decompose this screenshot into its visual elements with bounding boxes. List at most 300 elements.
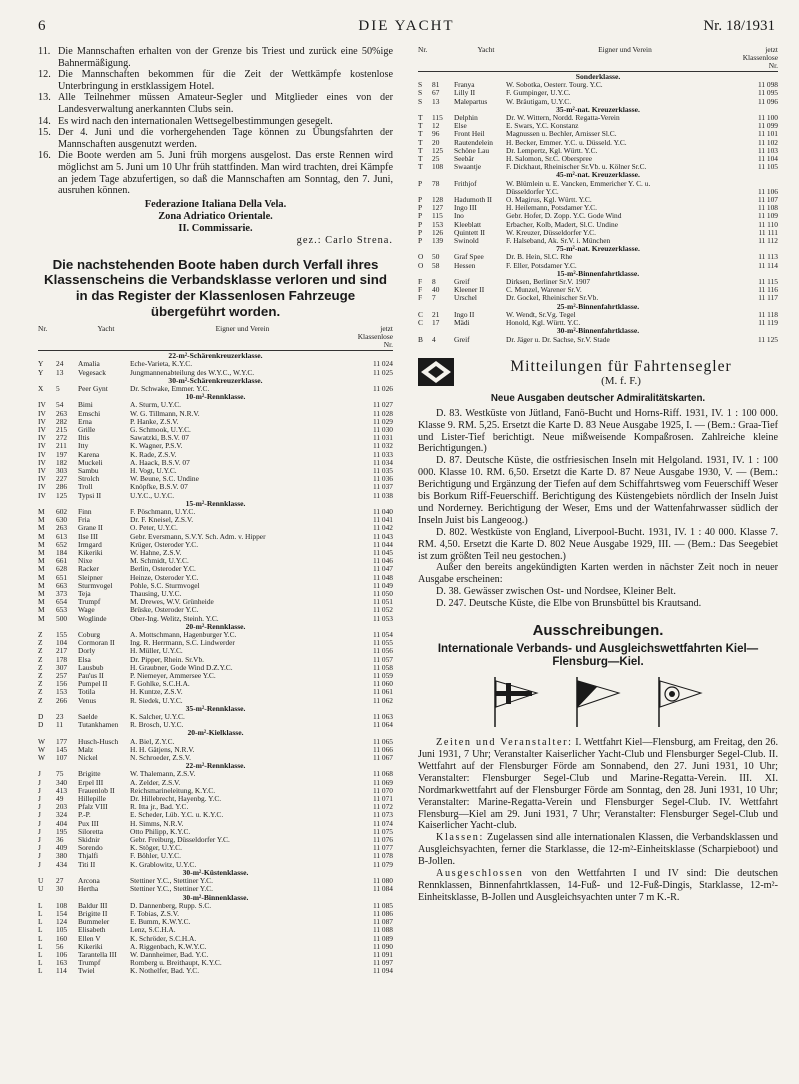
sail-letter: IV — [38, 491, 46, 500]
sail-letter: IV — [38, 458, 46, 467]
boat-row — [38, 779, 393, 787]
sail-letter: O — [418, 253, 424, 262]
yacht-name: Teja — [78, 589, 91, 598]
sail-number: 139 — [432, 237, 444, 246]
new-number: 11 108 — [757, 204, 778, 213]
boat-row — [38, 475, 393, 483]
new-number: 11 116 — [758, 286, 778, 295]
yacht-name: Brigitte II — [78, 909, 108, 918]
owner-club: D. Dannenberg, Rupp. S.C. — [130, 901, 212, 910]
yacht-name: Greif — [454, 278, 470, 287]
boat-row — [38, 828, 393, 836]
sail-letter: L — [38, 950, 43, 959]
signature-line-2: Zona Adriatico Orientale. — [158, 210, 273, 222]
yacht-name: Erpel III — [78, 778, 104, 787]
owner-club: Ober-Ing. Welitz, Steinh. Y.C. — [130, 614, 219, 623]
new-number: 11 063 — [372, 713, 393, 722]
new-number: 11 043 — [372, 532, 393, 541]
boat-row — [38, 606, 393, 614]
sail-letter: J — [38, 827, 41, 836]
sail-letter: T — [418, 130, 423, 139]
new-number: 11 109 — [757, 212, 778, 221]
yacht-name: Front Heil — [454, 130, 485, 139]
new-number: 11 061 — [372, 688, 393, 697]
boat-row — [418, 278, 778, 286]
new-number: 11 074 — [372, 819, 393, 828]
yacht-name: Fria — [78, 516, 90, 525]
owner-club: K. Salcher, U.Y.C. — [130, 713, 185, 722]
sail-number: 12 — [432, 122, 440, 131]
excluded-text: von den Wettfahrten I und IV sind: Die deutschen Rennklassen, Binnenfahrtklassen, 14-Fuß- und 12-Fuß-Dingis, Starklasse, 12-m²-Einheitsklasse, B-Jollen und Ausgleichsyachten unter 7 m K.-R. — [418, 868, 778, 903]
rule-item — [38, 116, 393, 128]
yacht-name: Delphin — [454, 114, 478, 123]
sail-letter: L — [38, 934, 43, 943]
sail-number: 182 — [56, 458, 68, 467]
rule-number: 13. — [38, 92, 51, 104]
sail-letter: Z — [38, 680, 43, 689]
rule-number: 15. — [38, 127, 51, 139]
new-number: 11 090 — [372, 942, 393, 951]
boat-row — [38, 680, 393, 688]
diagonal-flag-icon — [575, 677, 621, 727]
boat-row — [38, 516, 393, 524]
new-number: 11 058 — [372, 663, 393, 672]
left-table-header — [38, 325, 393, 351]
owner-club: K. Nothelfer, Bad. Y.C. — [130, 967, 200, 976]
mff-subtitle: (M. f. F.) — [601, 374, 641, 387]
new-number: 11 080 — [372, 877, 393, 886]
new-number — [742, 180, 778, 188]
yacht-name: Titi II — [78, 860, 96, 869]
excluded-paragraph — [418, 868, 778, 904]
owner-club: K. Schröder, S.C.H.A. — [130, 934, 197, 943]
sail-number: 67 — [432, 89, 440, 98]
new-number: 11 112 — [758, 237, 778, 246]
owner-club: C. Munzel, Warener Sr.V. — [506, 286, 582, 295]
boat-row — [418, 229, 778, 237]
yacht-name: Dorly — [78, 647, 96, 656]
new-number: 11 040 — [372, 507, 393, 516]
yacht-name: Tarantella III — [78, 950, 117, 959]
sail-letter: IV — [38, 475, 46, 484]
sail-letter: Z — [38, 672, 43, 681]
sail-number: 340 — [56, 778, 68, 787]
boat-row — [38, 451, 393, 459]
club-flags — [418, 677, 778, 727]
new-number: 11 029 — [372, 417, 393, 426]
sail-number: 115 — [432, 212, 443, 221]
new-number: 11 088 — [372, 926, 393, 935]
boat-row — [38, 770, 393, 778]
new-number: 11 068 — [372, 770, 393, 779]
sail-number: 96 — [432, 130, 440, 139]
right-boat-table — [418, 73, 778, 344]
cross-flag-icon — [493, 677, 539, 727]
sail-number: 124 — [56, 918, 68, 927]
dates-and-organizers — [418, 737, 778, 832]
sail-number: 653 — [56, 606, 68, 615]
owner-club: W. Wendt, Sr.Vg. Tegel — [506, 310, 576, 319]
rule-item — [38, 46, 393, 69]
sail-number: 11 — [56, 721, 64, 730]
owner-club: Pohle, S.C. Sturmvogel — [130, 581, 200, 590]
classes-text: Zugelassen sind alle internationalen Klassen, die Verbandsklassen und Ausgleichsyachten, ferner die Starklasse, die 12-m²-Einheitsklasse (Scharpieboot) und B-Jollen. — [418, 832, 778, 868]
rule-text: Die Mannschaften erhalten von der Grenze bis Triest und zurück eine 50%ige Bahnermäßigung. — [58, 46, 393, 69]
boat-row — [38, 656, 393, 664]
class-heading: 15-m²-Binnenfahrtklasse. — [556, 268, 640, 278]
new-number: 11 072 — [372, 803, 393, 812]
boat-row — [38, 574, 393, 582]
owner-club: Brüske, Osteroder Y.C. — [130, 606, 199, 615]
sail-number: 404 — [56, 819, 68, 828]
sail-letter: M — [38, 516, 45, 525]
sail-number: 25 — [432, 155, 440, 164]
sail-number: 24 — [56, 360, 64, 369]
boat-row — [38, 590, 393, 598]
sail-number: 282 — [56, 417, 68, 426]
yacht-name: Frauenlob II — [78, 786, 115, 795]
sail-letter: M — [38, 548, 45, 557]
yacht-name: Trumpf — [78, 598, 101, 607]
sail-letter: IV — [38, 401, 46, 410]
owner-club: H. Graubner, Gode Wind D.Z.Y.C. — [130, 663, 233, 672]
boat-row — [38, 852, 393, 860]
sail-letter — [418, 188, 432, 196]
owner-club: O. Magirus, Kgl. Württ. Y.C. — [506, 196, 592, 205]
yacht-name: Cormoran II — [78, 639, 115, 648]
sail-number: 128 — [432, 196, 444, 205]
boat-row — [38, 926, 393, 934]
yacht-name: Pau'us II — [78, 672, 104, 681]
regatta-subtitle: Internationale Verbands- und Ausgleichswettfahrten Kiel—Flensburg—Kiel. — [437, 643, 759, 669]
sail-number: 50 — [432, 253, 440, 262]
sail-number: 373 — [56, 589, 68, 598]
col-new-number: jetzt Klassenlose Nr. — [742, 45, 778, 70]
new-number: 11 091 — [372, 950, 393, 959]
sail-number: 125 — [56, 491, 68, 500]
rule-text: Die Boote werden am 5. Juni früh morgens ausgelost. Das erste Rennen wird möglichst am 5. Juni um 10 Uhr früh stattfinden. Man wird trachten, drei Kämpfe an jedem Tage abzufertigen, so daß die Mannschaften am Sonntag, den 7. Juni, ausruhen können. — [58, 150, 393, 197]
class-heading: 20-m²-Kielklasse. — [187, 728, 244, 738]
boat-row — [38, 910, 393, 918]
yacht-name: Mädi — [454, 319, 470, 328]
rule-number: 14. — [38, 115, 51, 127]
sail-number: 628 — [56, 565, 68, 574]
new-number: 11 055 — [372, 639, 393, 648]
rule-text: Der 4. Juni und die vorhergehenden Tage können zu Übungsfahrten der Mannschaften ausgenutzt werden. — [58, 127, 393, 150]
boat-row — [38, 541, 393, 549]
sail-number: 263 — [56, 524, 68, 533]
yacht-name: Lausbub — [78, 663, 104, 672]
sail-number: 108 — [432, 163, 444, 172]
sail-number: 58 — [432, 261, 440, 270]
owner-club: F. Gohlke, S.C.H.A. — [130, 680, 190, 689]
yacht-name: Itty — [78, 442, 89, 451]
owner-club: F. Halseband, Ak. Sr.V. i. München — [506, 237, 611, 246]
yacht-name: Skidnir — [78, 836, 100, 845]
boat-row — [418, 221, 778, 229]
new-number: 11 064 — [372, 721, 393, 730]
sail-number: 13 — [56, 368, 64, 377]
new-number: 11 085 — [372, 901, 393, 910]
yacht-name: Thjalfi — [78, 852, 99, 861]
sail-letter: T — [418, 114, 423, 123]
owner-club: Berlin, Osteroder Y.C. — [130, 565, 196, 574]
owner-club: K. Rade, Z.S.V. — [130, 450, 177, 459]
boat-row — [38, 631, 393, 639]
sail-number: 500 — [56, 614, 68, 623]
sail-number: 104 — [56, 639, 68, 648]
sail-number: 20 — [432, 138, 440, 147]
owner-club: Reichsmarineleitung, K.Y.C. — [130, 786, 216, 795]
owner-club: Dr. Schwake, Emmer. Y.C. — [130, 384, 210, 393]
new-number: 11 028 — [372, 409, 393, 418]
boat-row — [38, 401, 393, 409]
yacht-name: Sambu — [78, 466, 99, 475]
sail-letter: Z — [38, 688, 43, 697]
owner-club: Dr. Pipper, Rhein. Sr.Vb. — [130, 655, 205, 664]
yacht-name: Urschel — [454, 294, 477, 303]
new-number: 11 105 — [757, 163, 778, 172]
owner-club: Düsseldorfer Y.C. — [506, 187, 559, 196]
sail-number: 8 — [432, 278, 436, 287]
owner-club: M. Drewes, W.V. Grünheide — [130, 598, 214, 607]
yacht-name: Greif — [454, 335, 470, 344]
sail-letter: P — [418, 228, 423, 237]
yacht-name: Pumpel II — [78, 680, 108, 689]
sail-number: 195 — [56, 827, 68, 836]
sail-letter: O — [418, 261, 424, 270]
owner-club: A. Biel, Z.Y.C. — [130, 737, 175, 746]
sail-letter: Y — [38, 368, 44, 377]
sail-letter: J — [38, 770, 41, 779]
new-number: 11 042 — [372, 524, 393, 533]
rule-item — [38, 92, 393, 115]
sail-number: 434 — [56, 860, 68, 869]
pennant-flag-icon — [418, 358, 454, 386]
new-number: 11 047 — [372, 565, 393, 574]
boat-row — [38, 442, 393, 450]
owner-club: Dr. Jäger u. Dr. Sachse, Sr.V. Stade — [506, 335, 610, 344]
owner-club: Lenz, S.C.H.A. — [130, 926, 176, 935]
boat-row — [418, 286, 778, 294]
yacht-name: Wage — [78, 606, 95, 615]
owner-club: K. Wagner, P.S.V. — [130, 442, 183, 451]
boat-row — [38, 820, 393, 828]
sail-number: 303 — [56, 466, 68, 475]
sail-letter: P — [418, 212, 423, 221]
sail-number — [432, 188, 454, 196]
rule-item — [38, 127, 393, 150]
boat-row — [38, 746, 393, 754]
sail-letter: J — [38, 819, 41, 828]
lead-classes: Klassen: — [436, 832, 484, 844]
sail-number: 13 — [432, 97, 440, 106]
sail-number: 4 — [432, 335, 436, 344]
yacht-name: Swinold — [454, 237, 479, 246]
yacht-name: Irmgard — [78, 540, 102, 549]
new-number: 11 032 — [372, 442, 393, 451]
sail-letter: P — [418, 179, 423, 188]
sail-number: 153 — [432, 220, 444, 229]
sail-number: 661 — [56, 557, 68, 566]
owner-club: H. Heilemann, Potsdamer Y.C. — [506, 204, 597, 213]
boat-row — [38, 549, 393, 557]
sail-number: 272 — [56, 434, 68, 443]
boat-row — [38, 672, 393, 680]
yacht-name: Emschi — [78, 409, 101, 418]
yacht-name: Baldur III — [78, 901, 108, 910]
sail-letter: B — [418, 335, 423, 344]
new-number: 11 049 — [372, 581, 393, 590]
sail-letter: Y — [38, 360, 44, 369]
yacht-name: Sturmvogel — [78, 581, 113, 590]
class-heading: 30-m²-Schärenkreuzerklasse. — [168, 375, 263, 385]
register-heading: Die nachstehenden Boote haben durch Verfall ihres Klassenscheins die Verbandsklasse verloren und sind in das Register der Klassenlosen Fahrzeuge übergeführt worden. — [44, 256, 387, 319]
lead-dates: Zeiten und Veranstalter: — [436, 737, 573, 749]
left-column — [38, 46, 393, 976]
boat-row — [38, 877, 393, 885]
rule-text: Es wird nach den internationalen Wettsegelbestimmungen gesegelt. — [58, 115, 333, 127]
col-owner: Eigner und Verein — [598, 45, 652, 54]
col-owner: Eigner und Verein — [215, 324, 270, 334]
owner-club: Honold, Kgl. Württ. Y.C. — [506, 319, 581, 328]
yacht-name: Nixe — [78, 557, 93, 566]
signature-block — [38, 199, 393, 247]
owner-club: Dirksen, Berliner Sr.V. 1907 — [506, 278, 591, 287]
sail-number: 156 — [56, 680, 68, 689]
owner-club: R. Siedek, U.Y.C. — [130, 696, 183, 705]
yacht-name: Malz — [78, 745, 94, 754]
new-number: 11 060 — [372, 680, 393, 689]
boat-row — [418, 155, 778, 163]
owner-club: A. Haack, B.S.V. 07 — [130, 458, 190, 467]
sail-letter: Z — [38, 647, 43, 656]
sail-letter: J — [38, 860, 41, 869]
new-number: 11 057 — [372, 655, 393, 664]
yacht-name: Muckeli — [78, 458, 103, 467]
yacht-name: P.-P. — [78, 811, 91, 820]
class-heading: 35-m²-nat. Kreuzerklasse. — [556, 104, 640, 114]
new-number: 11 117 — [758, 294, 778, 303]
sail-letter: Z — [38, 696, 43, 705]
new-number: 11 024 — [372, 360, 393, 369]
yacht-name: Troll — [78, 483, 93, 492]
yacht-name: Kleeblatt — [454, 220, 482, 229]
owner-club: F. Böhler, U.Y.C. — [130, 852, 181, 861]
sail-number: 17 — [432, 319, 440, 328]
yacht-name: Peer Gynt — [78, 384, 108, 393]
boat-row — [38, 565, 393, 573]
yacht-name: Ilse III — [78, 532, 98, 541]
owner-club: W. Bräutigam, U.Y.C. — [506, 97, 572, 106]
new-number: 11 097 — [372, 959, 393, 968]
boat-row — [418, 253, 778, 261]
yacht-name: Totila — [78, 688, 96, 697]
owner-club: F. Tobias, Z.S.V. — [130, 909, 179, 918]
sail-letter: L — [38, 918, 43, 927]
boat-row — [38, 836, 393, 844]
sail-number: 380 — [56, 852, 68, 861]
sail-number: 54 — [56, 401, 64, 410]
boat-row — [38, 557, 393, 565]
yacht-name: Twiel — [78, 967, 95, 976]
sail-number: 324 — [56, 811, 68, 820]
boat-row — [38, 688, 393, 696]
owner-club: Dr. Hillebrecht, Hayenbg. Y.C. — [130, 795, 222, 804]
yacht-name: Coburg — [78, 631, 101, 639]
new-number: 11 075 — [372, 827, 393, 836]
boat-row — [38, 533, 393, 541]
sail-letter: IV — [38, 442, 46, 451]
yacht-name: Hadumoth II — [454, 196, 492, 205]
yacht-name: Kikeriki — [78, 548, 103, 557]
new-number: 11 101 — [757, 130, 778, 139]
new-number: 11 046 — [372, 557, 393, 566]
sail-letter: Z — [38, 655, 43, 664]
sail-letter: J — [38, 811, 41, 820]
boat-row — [38, 738, 393, 746]
sail-number: 227 — [56, 475, 68, 484]
chart-d87: D. 87. Deutsche Küste, die ostfriesischen Inseln mit Helgoland. 1931, IV. 1 : 100 000. Klasse 10. RM. 6,50. Ersetzt die Karte D. 87 Neue Ausgabe 1930, V. — (Bem.: Berichtigung und Ergänzung der Tiefen auf dem Schiffahrtsweg vom Feuerschiff Weser bis Borkum Riff-Feuerschiff. Berichtigung des Küstengebiets nördlich der Inseln Juist und Norderney. Berichtigung der Weser, Ems und der Wattenfahrwasser südlich der Inseln Juist bis Langeoog.) — [418, 455, 778, 526]
new-number: 11 099 — [757, 122, 778, 131]
sail-number: 105 — [56, 926, 68, 935]
sail-letter: IV — [38, 483, 46, 492]
new-number: 11 111 — [758, 228, 778, 237]
sail-number: 81 — [432, 81, 440, 90]
signature-name: gez.: Carlo Strena. — [296, 234, 393, 246]
owner-club: Gebr. Eversmann, S.V.Y. Sch. Adm. v. Hipper — [130, 532, 266, 541]
sail-letter: P — [418, 204, 423, 213]
owner-club: R. Itta jr., Bad. Y.C. — [130, 803, 189, 812]
sail-letter: IV — [38, 425, 46, 434]
new-number: 11 026 — [372, 384, 393, 393]
owner-club: K. Grablowitz, U.Y.C. — [130, 860, 197, 869]
sail-letter: W — [38, 754, 45, 763]
class-heading: 30-m²-Küstenklasse. — [182, 867, 249, 877]
new-number: 11 106 — [757, 187, 778, 196]
sail-letter: P — [418, 237, 423, 246]
sail-letter: L — [38, 909, 43, 918]
boat-row — [418, 196, 778, 204]
sail-letter: Z — [38, 663, 43, 672]
yacht-name: Sleipner — [78, 573, 103, 582]
issue-number: Nr. 18/1931 — [703, 18, 775, 34]
yacht-name: Strolch — [78, 475, 100, 484]
owner-club: Sawatzki, B.S.V. 07 — [130, 434, 189, 443]
sail-letter: L — [38, 901, 43, 910]
sail-number: 654 — [56, 598, 68, 607]
owner-club: Erbacher, Kolb, Madert, Sl.C. Undine — [506, 220, 618, 229]
new-number: 11 103 — [757, 146, 778, 155]
owner-club: Ing. R. Herrmann, S.C. Lindwerder — [130, 639, 235, 648]
boat-row — [418, 212, 778, 220]
yacht-name: Ellen V — [78, 934, 101, 943]
yacht-name: Frithjof — [454, 179, 477, 188]
sail-letter: M — [38, 573, 45, 582]
sail-number: 155 — [56, 631, 68, 639]
class-heading: 22-m²-Rennklasse. — [185, 761, 246, 771]
new-number: 11 071 — [372, 795, 393, 804]
new-number: 11 077 — [372, 844, 393, 853]
sail-number: 211 — [56, 442, 67, 451]
rule-text: Alle Teilnehmer müssen Amateur-Segler und Mitglieder eines von der Landesverwaltung anerkannten Clubs sein. — [58, 92, 393, 115]
yacht-name: Tutankhamen — [78, 721, 119, 730]
new-number: 11 095 — [757, 89, 778, 98]
sail-letter: S — [418, 97, 423, 106]
boat-row — [418, 180, 778, 188]
sail-number: 23 — [56, 713, 64, 722]
new-number: 11 089 — [372, 934, 393, 943]
